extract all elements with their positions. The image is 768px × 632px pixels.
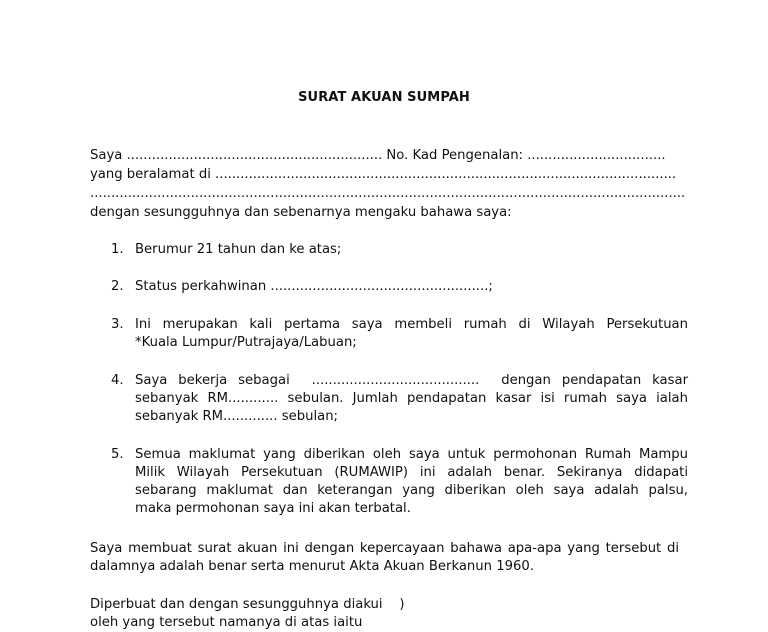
intro-line-declaration: dengan sesungguhnya dan sebenarnya mengaku bahawa saya:: [90, 205, 512, 220]
list-item-number: 2.: [111, 279, 124, 294]
list-item-line: Saya bekerja sebagai ........................................ dengan pendapatan kasar: [135, 373, 688, 388]
intro-line-name: Saya ............................................................. No. Kad Pengenalan: .................................: [90, 148, 666, 163]
list-item-text: [135, 241, 688, 259]
list-item-number: 3.: [111, 317, 124, 332]
closing-line: dalamnya adalah benar serta menurut Akta Akuan Berkanun 1960.: [90, 559, 534, 574]
signature-line: oleh yang tersebut namanya di atas iaitu: [90, 615, 363, 630]
list-item-text: [135, 278, 688, 296]
list-item-number: 5.: [111, 447, 124, 462]
signature-line: Diperbuat dan dengan sesungguhnya diakui ): [90, 597, 405, 612]
list-item-line: Semua maklumat yang diberikan oleh saya untuk permohonan Rumah Mampu: [135, 447, 688, 462]
list-item-line: Ini merupakan kali pertama saya membeli rumah di Wilayah Persekutuan: [135, 317, 688, 332]
intro-line-address: yang beralamat di ..............................................................................................................: [90, 167, 677, 182]
list-item-line: maka permohonan saya ini akan terbatal.: [135, 501, 411, 516]
closing-line: Saya membuat surat akuan ini dengan kepercayaan bahawa apa-apa yang tersebut di: [90, 541, 679, 556]
list-item-number: 1.: [111, 242, 124, 257]
list-item-text: [135, 316, 688, 352]
document-title: SURAT AKUAN SUMPAH: [298, 90, 470, 105]
list-item-text: [135, 372, 688, 426]
closing-paragraph: [90, 540, 679, 576]
intro-line-address-cont: ..............................................................................................................................................: [90, 186, 686, 201]
list-item-line: sebarang maklumat dan keterangan yang diberikan oleh saya adalah palsu,: [135, 483, 688, 498]
list-item-number: 4.: [111, 373, 124, 388]
list-item-line: Milik Wilayah Persekutuan (RUMAWIP) ini adalah benar. Sekiranya didapati: [135, 465, 688, 480]
list-item-line: sebanyak RM............. sebulan;: [135, 409, 338, 424]
list-item-line: Berumur 21 tahun dan ke atas;: [135, 242, 342, 257]
list-item-line: sebanyak RM............ sebulan. Jumlah pendapatan kasar isi rumah saya ialah: [135, 391, 688, 406]
list-item-line: Status perkahwinan ....................................................;: [135, 279, 493, 294]
list-item-line: *Kuala Lumpur/Putrajaya/Labuan;: [135, 335, 357, 350]
list-item-text: [135, 446, 688, 518]
